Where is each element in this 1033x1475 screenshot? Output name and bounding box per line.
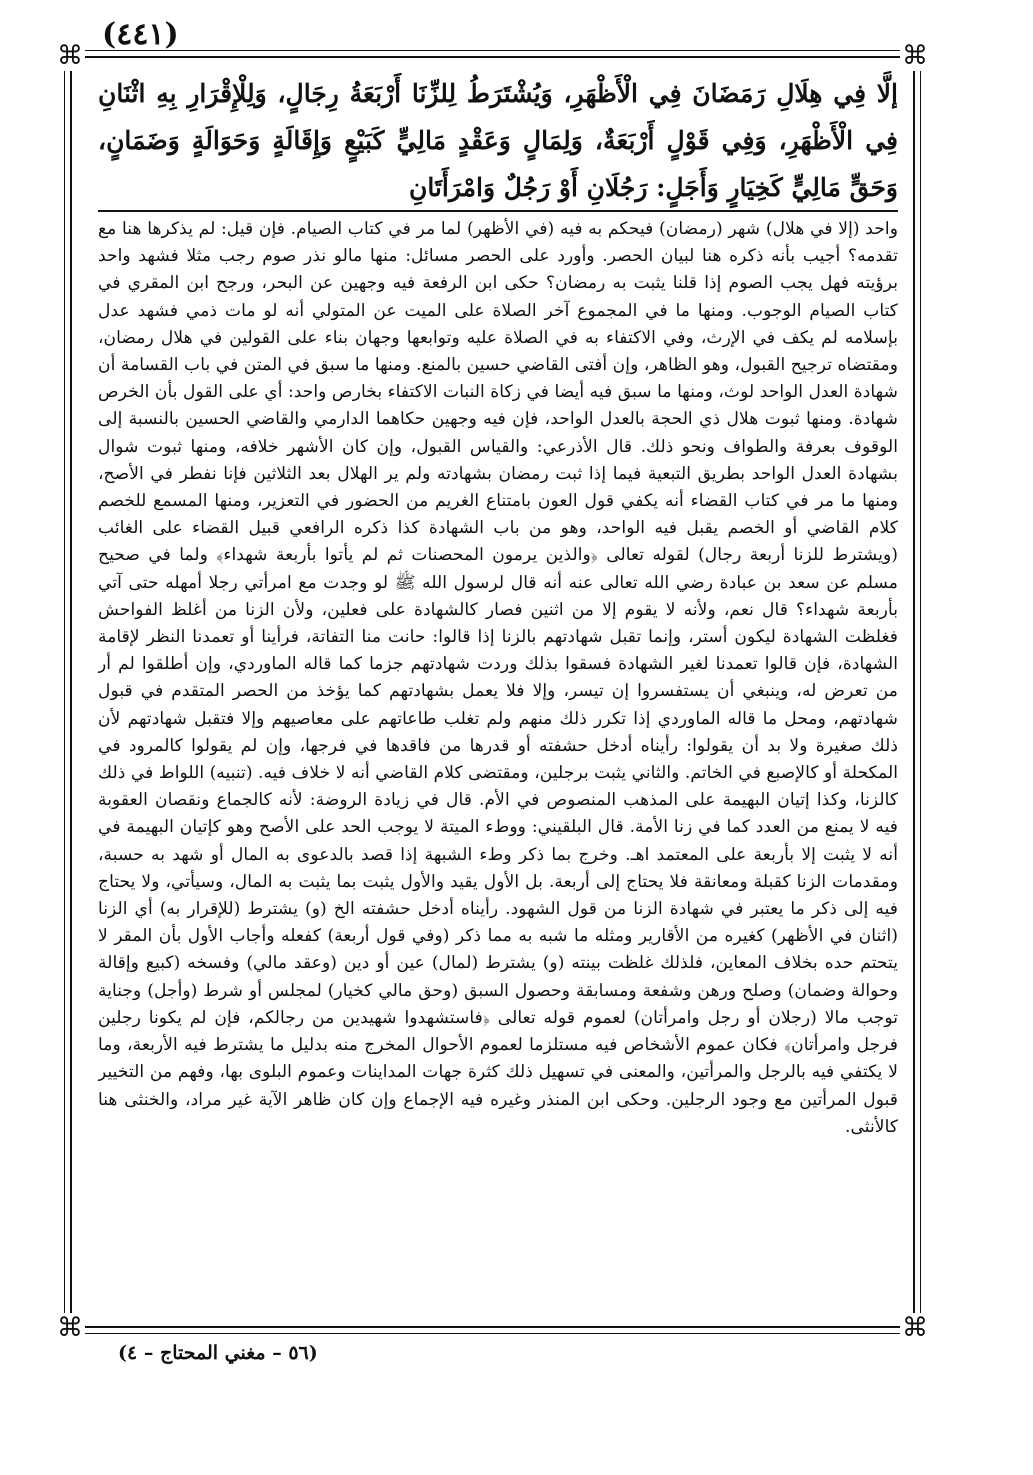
- page-number: (٤٤١): [102, 17, 179, 52]
- commentary-text-sharh: واحد (إلا في هلال) شهر (رمضان) فيحكم به فيه (في الأظهر) لما مر في كتاب الصيام. فإن قيل: لم يذكرها هنا مع تقدمه؟ أجيب بأنه ذكره هنا لبيان الحصر. وأورد على الحصر مسائل: منها مالو نذر صوم رجب مثلا فشهد واحد برؤيته فهل يجب الصوم إذا قلنا يثبت به رمضان؟ حكى ابن الرفعة فيه وجهين عن البحر، ورجح ابن المقري في كتاب الصيام الوجوب. ومنها ما في المجموع آخر الصلاة على الميت عن المتولي أنه لو مات ذمي فشهد عدل بإسلامه لم يكف في الإرث، وفي الاكتفاء به في الصلاة عليه وتوابعها وجهان بناء على القولين في هلال رمضان، ومقتضاه ترجيح القبول، وهو الظاهر، وإن أفتى القاضي حسين بالمنع. ومنها ما سبق في المتن في باب القسامة أن شهادة العدل الواحد لوث، ومنها ما سبق فيه أيضا في زكاة النبات الاكتفاء بخارص واحد: أي على القول بأن الخرص شهادة. ومنها ثبوت هلال ذي الحجة بالعدل الواحد، فإن فيه وجهين حكاهما الدارمي والقاضي الحسين بالنسبة إلى الوقوف بعرفة والطواف ونحو ذلك. قال الأذرعي: والقياس القبول، وإن كان الأشهر خلافه، ومنها ثبوت شوال بشهادة العدل الواحد بطريق التبعية فيما إذا ثبت رمضان بشهادته ولم ير الهلال بعد الثلاثين فإنا نفطر في الأصح، ومنها ما مر في كتاب القضاء أنه يكفي قول العون بامتناع الغريم من الحضور في التعزير، ومنها المسمع للخصم كلام القاضي أو الخصم يقبل فيه الواحد، وهو من باب الشهادة كذا ذكره الرافعي قبيل القضاء على الغائب (ويشترط للزنا أربعة رجال) لقوله تعالى ﴿والذين يرمون المحصنات ثم لم يأتوا بأربعة شهداء﴾ ولما في صحيح مسلم عن سعد بن عبادة رضي الله تعالى عنه أنه قال لرسول الله ﷺ لو وجدت مع امرأتي رجلا أمهله حتى آتي بأربعة شهداء؟ قال نعم، ولأنه لا يقوم إلا من اثنين فصار كالشهادة على فعلين، ولأن الزنا من أغلظ الفواحش فغلظت الشهادة ليكون أستر، وإنما تقبل شهادتهم بالزنا إذا قالوا: حانت منا التفاتة، فرأينا أو تعمدنا النظر لإقامة الشهادة، فإن قالوا تعمدنا لغير الشهادة فسقوا بذلك وردت شهادتهم جزما كما قاله الماوردي، وإن أطلقوا لم أر من تعرض له، وينبغي أن يستفسروا إن تيسر، وإلا فلا يعمل بشهادتهم كما يؤخذ من الحصر المتقدم في قبول شهادتهم، ومحل ما قاله الماوردي إذا تكرر ذلك منهم ولم تغلب طاعاتهم على معاصيهم وإلا فتقبل شهادتهم لأن ذلك صغيرة ولا بد أن يقولوا: رأيناه أدخل حشفته أو قدرها من فاقدها في فرجها، وإن لم يقولوا كالمرود في المكحلة أو كالإصبع في الخاتم. والثاني يثبت برجلين، ومقتضى كلام القاضي أنه لا خلاف فيه. (تنبيه) اللواط في ذلك كالزنا، وكذا إتيان البهيمة على المذهب المنصوص في الأم. قال في زيادة الروضة: لأنه كالجماع ونقصان العقوبة فيه لا يمنع من العدد كما في زنا الأمة. قال البلقيني: ووطء الميتة لا يوجب الحد على الأصح وهو كإتيان البهيمة في أنه لا يثبت إلا بأربعة على المعتمد اهـ. وخرج بما ذكر وطء الشبهة إذا قصد بالدعوى به المال أو شهد به حسبة، ومقدمات الزنا كقبلة ومعانقة فلا يحتاج إلى أربعة. بل الأول يقيد والأول يثبت بما يثبت به المال، وسيأتي، ولا يحتاج فيه إلى ذكر ما يعتبر في شهادة الزنا من قول الشهود. رأيناه أدخل حشفته الخ (و) يشترط (للإقرار به) أي الزنا (اثنان في الأظهر) كغيره من الأقارير ومثله ما شبه به مما ذكر (وفي قول أربعة) كفعله وأجاب الأول بأن المقر لا يتحتم حده بخلاف المعاين، فلذلك غلظت بينته (و) يشترط (لمال) عين أو دين (وعقد مالي) وفسخه (كبيع وإقالة وحوالة وضمان) وصلح ورهن وشفعة ومسابقة وحصول السبق (وحق مالي كخيار) لمجلس أو شرط (وأجل) وجناية توجب مالا (رجلان أو رجل وامرأتان) لعموم قوله تعالى ﴿فاستشهدوا شهيدين من رجالكم، فإن لم يكونا رجلين فرجل وامرأتان﴾ فكان عموم الأشخاص فيه مستلزما لعموم الأحوال المخرج منه بدليل ما يشترط فيه الأربعة، وما لا يكتفي فيه بالرجل والمرأتين، والمعنى في تسهيل ذلك كثرة جهات المداينات وعموم البلوى بها، وفهم من التخيير قبول المرأتين مع وجود الرجلين. وحكى ابن المنذر وغيره فيه الإجماع وإن كان ظاهر الآية غير مراد، والخنثى هنا كالأنثى.: [98, 219, 898, 1137]
- section-divider: [98, 210, 898, 212]
- footer-signature: (٥٦ – مغني المحتاج – ٤): [118, 1342, 318, 1364]
- corner-ornament-icon: ⌘: [57, 41, 83, 71]
- corner-ornament-icon: ⌘: [902, 1313, 928, 1343]
- main-text-matn: إلَّا فِي هِلَالِ رَمَضَانَ فِي الْأَظْهَرِ، وَيُشْتَرَطُ لِلزِّنَا أَرْبَعَةُ رِجَالٍ، وَلِلْإِقْرَارِ بِهِ اثْنَانِ فِي الْأَظْهَرِ، وَفِي قَوْلٍ أَرْبَعَةٌ، وَلِمَالٍ وَعَقْدٍ مَالِيٍّ كَبَيْعٍ وَإِقَالَةٍ وَحَوَالَةٍ وَضَمَانٍ، وَحَقٍّ مَالِيٍّ كَخِيَارٍ وَأَجَلٍ: رَجُلَانِ أَوْ رَجُلٌ وَامْرَأَتَانِ: [98, 79, 898, 202]
- corner-ornament-icon: ⌘: [902, 41, 928, 71]
- corner-ornament-icon: ⌘: [57, 1313, 83, 1343]
